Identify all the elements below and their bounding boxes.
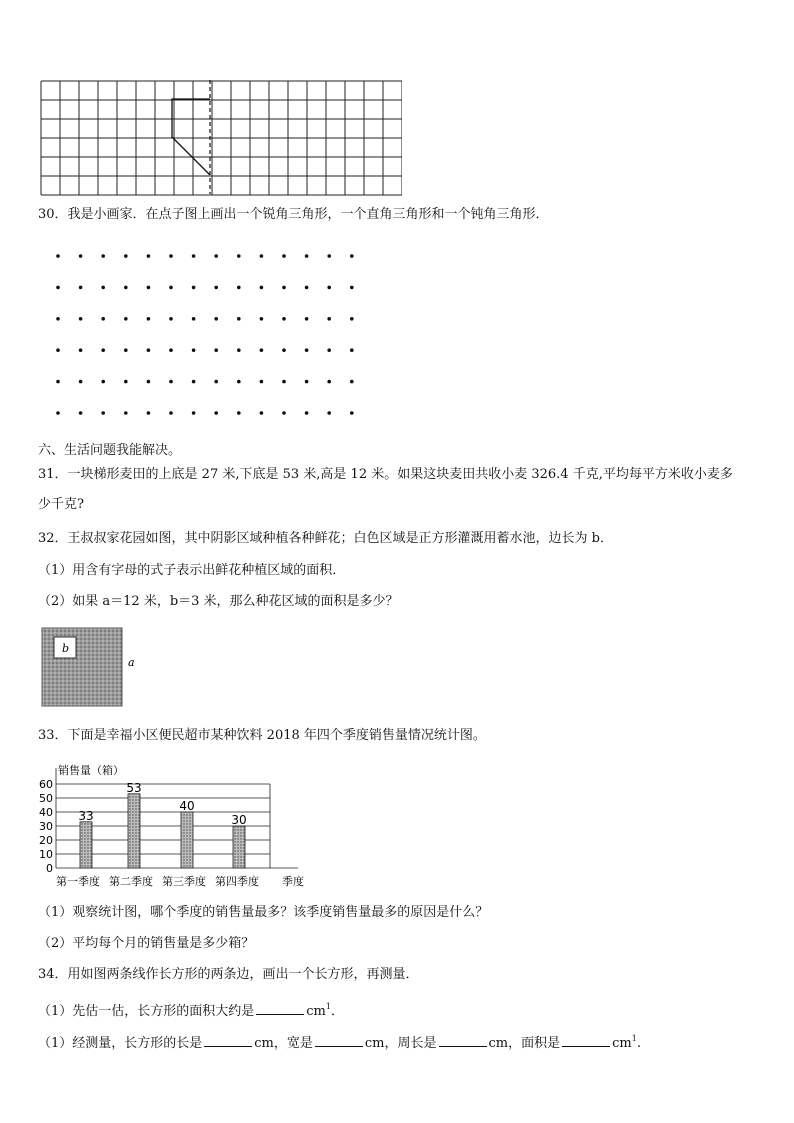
answer-blank-length[interactable] [204,1034,252,1047]
dot [260,254,264,258]
dot [214,380,218,384]
dot [124,348,128,352]
dot [169,317,173,321]
dot [56,286,60,290]
dot [56,348,60,352]
dot [192,317,196,321]
x-category-label: 第四季度 [215,875,259,888]
y-tick-label: 10 [39,848,53,861]
dot [214,286,218,290]
q31-line2: 少千克? [38,497,84,512]
y-axis-label: 销售量（箱） [58,764,124,777]
x-category-label: 第二季度 [109,875,153,888]
q34-sub1-end: ． [330,1004,344,1019]
dot [192,380,196,384]
dot [350,411,354,415]
x-axis-label: 季度 [282,875,304,888]
dot [56,254,60,258]
dot [305,380,309,384]
x-category-label: 第三季度 [162,875,206,888]
q34-sub2-unit1: cm，宽是 [254,1036,313,1051]
dot [147,380,151,384]
dot [101,380,105,384]
dot [305,286,309,290]
unit-exponent: 1 [325,1002,331,1011]
dot [124,411,128,415]
dot [305,348,309,352]
dot [350,317,354,321]
bar [233,826,245,868]
bar-value-label: 30 [231,813,247,827]
bar [181,812,193,868]
dot [237,254,241,258]
q34-sub2-end: . [636,1036,641,1051]
dot [147,348,151,352]
dot [282,348,286,352]
dot [79,348,83,352]
dot [260,380,264,384]
section-6-title: 六、生活问题我能解决。 [38,443,182,458]
dot [260,411,264,415]
dot [282,317,286,321]
dot [237,286,241,290]
y-tick-label: 60 [39,778,53,791]
dot [214,348,218,352]
dot [56,317,60,321]
dot [192,348,196,352]
q34-text: 34．用如图两条线作长方形的两条边，画出一个长方形，再测量． [38,967,419,982]
dot [147,317,151,321]
q33-text: 33．下面是幸福小区便民超市某种饮料 2018 年四个季度销售量情况统计图。 [38,728,486,743]
dot [237,380,241,384]
dot [260,286,264,290]
unit-exponent: 1 [631,1034,637,1043]
y-tick-label: 30 [39,820,53,833]
q34-sub1-prefix: （1）先估一估，长方形的面积大约是 [38,1004,255,1019]
dot [327,254,331,258]
half-figure-outline [172,99,210,175]
dot [237,348,241,352]
dot [124,286,128,290]
q34-sub2-unit3: cm，面积是 [488,1036,561,1051]
bar-value-label: 33 [78,808,94,823]
answer-blank-area[interactable] [562,1034,610,1047]
dot [192,286,196,290]
dot [327,317,331,321]
y-tick-label: 50 [39,792,53,805]
q31-line1: 31．一块梯形麦田的上底是 27 米,下底是 53 米,高是 12 米。如果这块麦田共收小麦 326.4 千克,平均每平方米收小麦多 [38,467,733,482]
q34-sub2-unit2: cm，周长是 [364,1036,437,1051]
x-category-label: 第一季度 [56,875,100,888]
dot [260,317,264,321]
side-a-label: a [128,656,135,669]
q34-sub1 [38,998,344,1021]
dot [327,411,331,415]
q34-sub2 [38,1030,641,1053]
dot [350,254,354,258]
dot [56,380,60,384]
dot-grid [50,248,370,418]
dot [305,254,309,258]
q32-text: 32．王叔叔家花园如图，其中阴影区域种植各种鲜花；白色区域是正方形灌溉用蓄水池，边长为 b． [38,531,613,546]
y-tick-label: 20 [39,834,53,847]
dot [282,286,286,290]
unit-cm: cm [612,1036,632,1051]
dot [79,254,83,258]
q32-sub1: （1）用含有字母的式子表示出鲜花种植区域的面积． [38,563,346,578]
dot [147,254,151,258]
answer-blank-width[interactable] [315,1034,363,1047]
q34-sub2-prefix: （1）经测量，长方形的长是 [38,1036,203,1051]
q32-sub2: （2）如果 a＝12 米，b＝3 米，那么种花区域的面积是多少？ [38,594,399,609]
dot [350,380,354,384]
garden-figure [40,626,150,708]
q33-sub2: （2）平均每个月的销售量是多少箱？ [38,936,255,951]
dot [192,411,196,415]
dot [260,348,264,352]
dot [169,380,173,384]
dot [214,411,218,415]
dot [169,286,173,290]
dot [282,254,286,258]
q33-sub1: （1）观察统计图，哪个季度的销售量最多？该季度销售量最多的原因是什么？ [38,905,489,920]
bar-value-label: 40 [179,799,195,813]
dot [282,380,286,384]
y-tick-label: 0 [46,862,53,875]
dot [56,411,60,415]
dot [350,348,354,352]
dot [169,348,173,352]
dot [147,286,151,290]
dot [327,286,331,290]
dot [327,380,331,384]
dot [305,411,309,415]
answer-blank-perimeter[interactable] [439,1034,487,1047]
dot [214,254,218,258]
dot [101,286,105,290]
answer-blank[interactable] [256,1002,304,1015]
dot [327,348,331,352]
dot [79,286,83,290]
dot [282,411,286,415]
bar-value-label: 53 [126,780,142,795]
dot [101,348,105,352]
dot [169,411,173,415]
dot [350,286,354,290]
dot [237,411,241,415]
bar [80,822,92,868]
dot [101,254,105,258]
bar [128,794,140,868]
dot [147,411,151,415]
dot [124,380,128,384]
sales-bar-chart [36,760,326,892]
dot [214,317,218,321]
dot [79,317,83,321]
dot [192,254,196,258]
unit-cm: cm [306,1004,326,1019]
dot [305,317,309,321]
side-b-label: b [62,642,70,655]
dot [101,317,105,321]
dot [169,254,173,258]
dot [124,254,128,258]
dot [124,317,128,321]
q30-text: 30．我是小画家．在点子图上画出一个锐角三角形，一个直角三角形和一个钝角三角形． [38,207,549,222]
dot [79,411,83,415]
dot [79,380,83,384]
dot [101,411,105,415]
grid-figure [40,80,402,196]
dot [237,317,241,321]
y-tick-label: 40 [39,806,53,819]
